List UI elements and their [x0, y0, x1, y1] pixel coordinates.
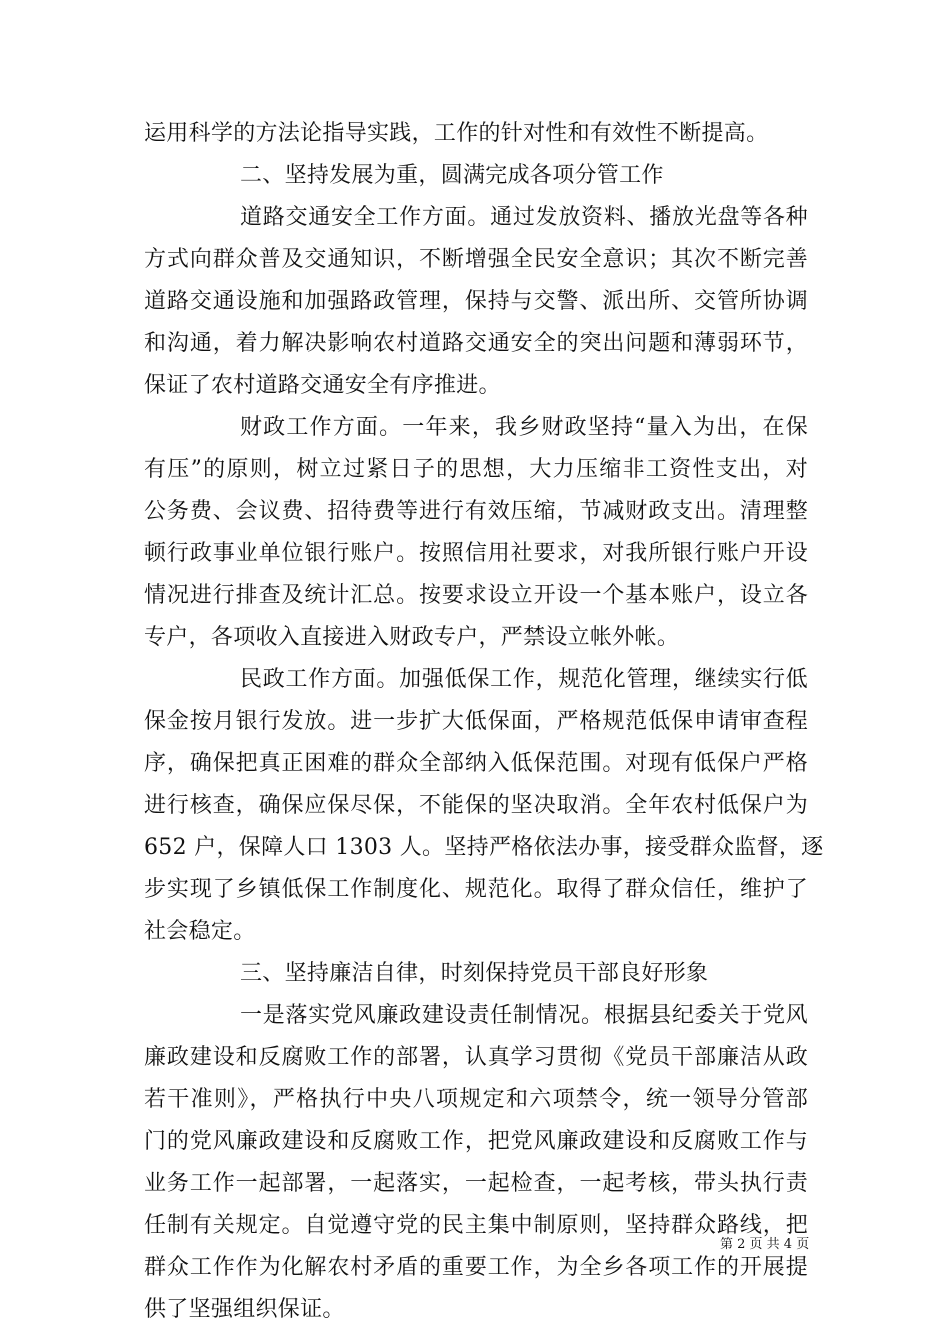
text-line: 二、坚持发展为重，圆满完成各项分管工作 — [240, 163, 664, 188]
text-line: 专户，各项收入直接进入财政专户，严禁设立帐外帐。 — [144, 625, 680, 650]
text-line: 方式向群众普及交通知识，不断增强全民安全意识；其次不断完善 — [144, 247, 808, 272]
text-line: 进行核查，确保应保尽保，不能保的坚决取消。全年农村低保户为 — [144, 793, 808, 818]
text-line: 三、坚持廉洁自律，时刻保持党员干部良好形象 — [240, 961, 709, 986]
text-line: 社会稳定。 — [144, 919, 256, 944]
text-line: 顿行政事业单位银行账户。按照信用社要求，对我所银行账户开设 — [144, 541, 808, 566]
text-line: 公务费、会议费、招待费等进行有效压缩，节减财政支出。清理整 — [144, 499, 808, 524]
text-line: 保金按月银行发放。进一步扩大低保面，严格规范低保申请审查程 — [144, 709, 808, 734]
text-line: 民政工作方面。加强低保工作，规范化管理，继续实行低 — [240, 667, 808, 692]
text-line: 一是落实党风廉政建设责任制情况。根据县纪委关于党风 — [240, 1003, 808, 1028]
text-line: 若干准则》，严格执行中央八项规定和六项禁令，统一领导分管部 — [144, 1087, 808, 1112]
text-line: 情况进行排查及统计汇总。按要求设立开设一个基本账户，设立各 — [144, 583, 808, 608]
text-line: 保证了农村道路交通安全有序推进。 — [144, 373, 501, 398]
text-line: 652 户，保障人口 1303 人。坚持严格依法办事，接受群众监督，逐 — [144, 835, 824, 860]
text-line: 和沟通，着力解决影响农村道路交通安全的突出问题和薄弱环节， — [144, 331, 808, 356]
text-line: 运用科学的方法论指导实践，工作的针对性和有效性不断提高。 — [144, 121, 769, 146]
text-line: 业务工作一起部署，一起落实，一起检查，一起考核，带头执行责 — [144, 1171, 808, 1196]
text-line: 有压”的原则，树立过紧日子的思想，大力压缩非工资性支出，对 — [144, 457, 808, 482]
text-line: 群众工作作为化解农村矛盾的重要工作，为全乡各项工作的开展提 — [144, 1255, 808, 1280]
page-number: 第 2 页 共 4 页 — [720, 1237, 810, 1252]
text-line: 步实现了乡镇低保工作制度化、规范化。取得了群众信任，维护了 — [144, 877, 808, 902]
text-line: 道路交通安全工作方面。通过发放资料、播放光盘等各种 — [240, 205, 808, 230]
text-line: 道路交通设施和加强路政管理，保持与交警、派出所、交管所协调 — [144, 289, 808, 314]
document-body — [144, 113, 824, 1331]
text-line: 供了坚强组织保证。 — [144, 1297, 345, 1322]
text-line: 财政工作方面。一年来，我乡财政坚持“量入为出，在保 — [240, 415, 808, 440]
text-line: 序，确保把真正困难的群众全部纳入低保范围。对现有低保户严格 — [144, 751, 808, 776]
text-line: 廉政建设和反腐败工作的部署，认真学习贯彻《党员干部廉洁从政 — [144, 1045, 808, 1070]
text-line: 任制有关规定。自觉遵守党的民主集中制原则，坚持群众路线，把 — [144, 1213, 808, 1238]
text-line: 门的党风廉政建设和反腐败工作，把党风廉政建设和反腐败工作与 — [144, 1129, 808, 1154]
